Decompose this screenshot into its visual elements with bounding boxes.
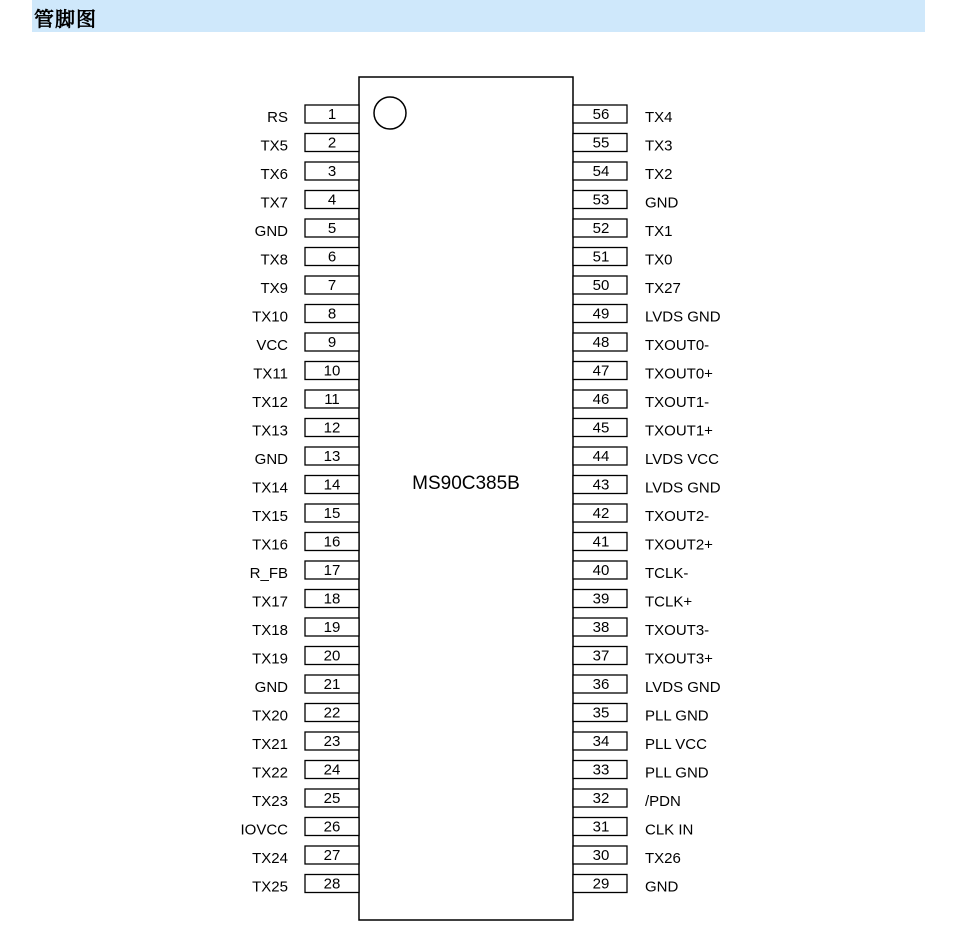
left-pin-26 [240, 818, 359, 839]
pin-label: GND [645, 194, 679, 212]
left-pin-13 [255, 447, 359, 468]
pin-number: 50 [592, 277, 610, 294]
right-pin-49 [573, 305, 721, 326]
pin-label: TX9 [260, 280, 288, 297]
pin-label: TXOUT1- [645, 394, 710, 411]
pin-label: TXOUT0+ [645, 365, 713, 383]
pin-number: 48 [592, 334, 610, 351]
pin-number: 23 [323, 733, 341, 750]
pin-label: TX6 [260, 166, 288, 183]
pin-label: TX4 [645, 109, 673, 126]
right-pin-51 [573, 248, 673, 269]
pin-number: 54 [592, 163, 610, 180]
pin-number: 19 [323, 619, 341, 636]
right-pin-39 [573, 590, 692, 611]
left-pin-21 [255, 675, 359, 696]
pin-number: 15 [323, 505, 341, 522]
pin-label: GND [254, 679, 288, 696]
pin-number: 12 [323, 419, 341, 437]
pin-number: 10 [323, 362, 341, 380]
pin-label: TX19 [252, 650, 288, 668]
pin-label: TCLK- [645, 565, 689, 582]
left-pin-25 [252, 789, 359, 810]
right-pin-36 [573, 675, 721, 696]
pin-number: 49 [592, 305, 610, 323]
pin-label: TXOUT2+ [645, 536, 713, 554]
pin-label: PLL GND [645, 707, 709, 725]
pin-number: 2 [327, 134, 337, 152]
pin-label: PLL VCC [645, 736, 707, 753]
pin-number: 40 [592, 562, 610, 579]
left-pin-16 [252, 533, 359, 554]
right-pin-42 [573, 504, 709, 525]
pin-number: 1 [327, 106, 337, 123]
right-pin-44 [573, 447, 719, 468]
pin-number: 34 [592, 733, 610, 750]
left-pin-17 [250, 561, 359, 582]
pin-number: 20 [323, 647, 341, 665]
left-pin-12 [252, 419, 359, 440]
pin-label: TX16 [252, 536, 288, 554]
pin-number: 31 [592, 818, 610, 836]
left-pin-7 [260, 276, 359, 297]
pin-number: 22 [323, 704, 341, 722]
right-pin-30 [573, 846, 681, 867]
pin-number: 53 [592, 191, 610, 209]
pin-number: 33 [592, 761, 610, 779]
pin-number: 26 [323, 818, 341, 836]
pin-label: TXOUT0- [645, 337, 710, 354]
right-pin-37 [573, 647, 713, 668]
pin-number: 8 [327, 305, 337, 323]
pin-label: TX22 [252, 764, 288, 782]
pin-number: 56 [592, 106, 610, 123]
pin-label: TX7 [260, 194, 288, 212]
right-pin-52 [573, 219, 673, 240]
pin-number: 37 [592, 647, 610, 665]
pin-number: 16 [323, 533, 341, 551]
left-pin-18 [252, 590, 359, 611]
pin-number: 3 [327, 163, 337, 180]
pin-label: TXOUT1+ [645, 422, 713, 440]
left-pin-5 [255, 219, 359, 240]
right-pin-56 [573, 105, 673, 126]
pin-number: 32 [592, 790, 610, 807]
pin-number: 5 [327, 220, 337, 237]
left-pin-14 [252, 476, 359, 497]
pin-label: /PDN [645, 793, 681, 810]
pin-label: TCLK+ [645, 593, 693, 611]
pin-number: 38 [592, 619, 610, 636]
right-pin-45 [573, 419, 713, 440]
pin-label: TX12 [252, 394, 288, 411]
pin-number: 51 [592, 248, 610, 266]
pin-number: 24 [323, 761, 341, 779]
pin-number: 14 [323, 476, 341, 494]
pin-label: TX21 [252, 736, 288, 753]
left-pin-8 [252, 305, 359, 326]
left-pin-20 [252, 647, 359, 668]
right-pin-43 [573, 476, 721, 497]
pin-number: 4 [327, 191, 337, 209]
pin-number: 7 [327, 277, 337, 294]
pin-label: CLK IN [645, 821, 694, 839]
right-pin-32 [573, 789, 681, 810]
pin-label: TX14 [252, 479, 288, 497]
pin-label: TXOUT3- [645, 622, 710, 639]
right-pin-47 [573, 362, 713, 383]
chip-body [359, 77, 573, 920]
left-pin-10 [253, 362, 359, 383]
pin-number: 27 [323, 847, 341, 864]
right-pin-34 [573, 732, 707, 753]
right-pin-33 [573, 761, 709, 782]
pin-label: TX24 [252, 850, 288, 867]
pin-label: TX10 [252, 308, 288, 326]
pin-number: 45 [592, 419, 610, 437]
left-pin-group [240, 105, 359, 896]
left-pin-3 [260, 162, 359, 183]
pin-number: 47 [592, 362, 610, 380]
left-pin-9 [256, 333, 359, 354]
pin-number: 52 [592, 220, 610, 237]
left-pin-15 [252, 504, 359, 525]
pin-label: TX8 [260, 251, 288, 269]
left-pin-11 [252, 390, 359, 411]
pin-label: TX1 [645, 223, 673, 240]
left-pin-4 [260, 191, 359, 212]
pin-label: LVDS GND [645, 308, 721, 326]
pin-number: 43 [592, 476, 610, 494]
left-pin-24 [252, 761, 359, 782]
left-pin-19 [252, 618, 359, 639]
pin-number: 21 [323, 676, 341, 693]
pin-number: 9 [327, 334, 337, 351]
right-pin-40 [573, 561, 688, 582]
chip-name: MS90C385B [412, 473, 520, 494]
pin-number: 35 [592, 704, 610, 722]
right-pin-55 [573, 134, 673, 155]
pin-label: TX23 [252, 793, 288, 810]
pin-label: TX3 [645, 137, 673, 155]
left-pin-28 [252, 875, 359, 896]
right-pin-35 [573, 704, 709, 725]
pin-label: TX17 [252, 593, 288, 611]
pin-number: 30 [592, 847, 610, 864]
pin-number: 36 [592, 676, 610, 693]
pin-label: TX27 [645, 280, 681, 297]
section-title: 管脚图 [34, 7, 97, 31]
pin-label: GND [254, 223, 288, 240]
pin-number: 13 [323, 448, 341, 465]
right-pin-48 [573, 333, 709, 354]
pin-number: 28 [323, 875, 341, 893]
pin-label: TX20 [252, 707, 288, 725]
pin-label: R_FB [249, 565, 288, 582]
right-pin-50 [573, 276, 681, 297]
pin-label: TXOUT2- [645, 508, 710, 525]
pin-number: 11 [324, 391, 340, 408]
right-pin-46 [573, 390, 709, 411]
pin-label: GND [645, 878, 679, 896]
pin-number: 55 [592, 134, 610, 152]
pin-number: 44 [592, 448, 610, 465]
left-pin-1 [267, 105, 359, 126]
pin-number: 25 [323, 790, 341, 807]
left-pin-27 [252, 846, 359, 867]
pin-label: TX18 [252, 622, 288, 639]
right-pin-29 [573, 875, 679, 896]
right-pin-38 [573, 618, 709, 639]
pin-number: 41 [592, 533, 610, 551]
right-pin-54 [573, 162, 673, 183]
pin-label: VCC [256, 337, 288, 354]
left-pin-2 [260, 134, 359, 155]
pin-number: 6 [327, 248, 337, 266]
right-pin-53 [573, 191, 679, 212]
left-pin-23 [252, 732, 359, 753]
pin-label: GND [254, 451, 288, 468]
pin-number: 29 [592, 875, 610, 893]
pin-label: LVDS GND [645, 679, 721, 696]
pin-label: PLL GND [645, 764, 709, 782]
pin-label: TXOUT3+ [645, 650, 713, 668]
pin-number: 18 [323, 590, 341, 608]
left-pin-22 [252, 704, 359, 725]
pin-label: TX26 [645, 850, 681, 867]
pin-label: TX11 [253, 365, 288, 383]
pin-label: RS [267, 109, 288, 126]
pin-label: TX15 [252, 508, 288, 525]
pin-label: TX0 [645, 251, 673, 269]
right-pin-31 [573, 818, 693, 839]
pin-label: TX25 [252, 878, 288, 896]
pin-number: 42 [592, 505, 610, 522]
pin-label: TX5 [260, 137, 288, 155]
right-pin-group [573, 105, 721, 896]
pin-label: IOVCC [240, 821, 288, 839]
pin-label: TX13 [252, 422, 288, 440]
right-pin-41 [573, 533, 713, 554]
pin-number: 39 [592, 590, 610, 608]
pin-label: LVDS VCC [645, 451, 719, 468]
pin-label: TX2 [645, 166, 673, 183]
left-pin-6 [260, 248, 359, 269]
pin-number: 46 [592, 391, 610, 408]
pin-number: 17 [323, 562, 341, 579]
pin-label: LVDS GND [645, 479, 721, 497]
